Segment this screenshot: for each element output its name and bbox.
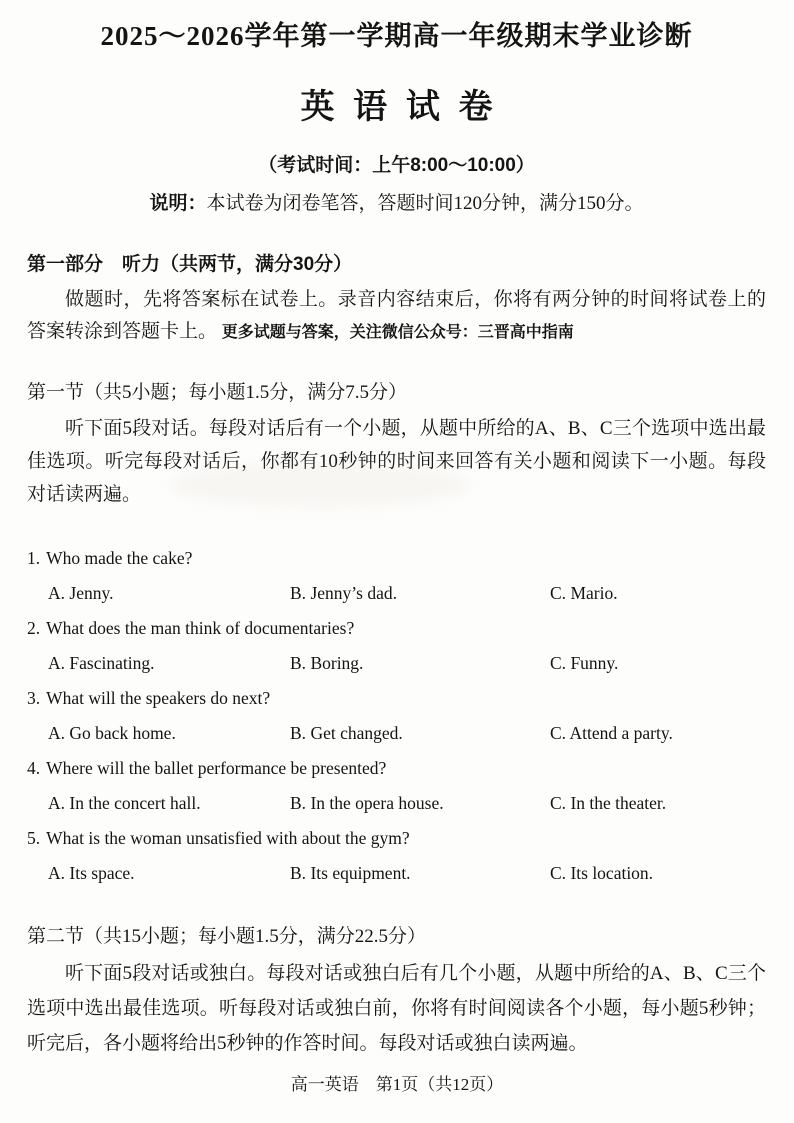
- note-label: 说明：: [149, 193, 207, 214]
- question-number: 3.: [27, 688, 41, 708]
- option-text: Mario.: [570, 583, 618, 603]
- option-label: B.: [290, 793, 307, 813]
- option-b: [290, 650, 550, 685]
- question-number: 4.: [27, 758, 41, 778]
- promo-text: 更多试题与答案，关注微信公众号：三晋高中指南: [221, 324, 574, 341]
- option-b: [290, 790, 550, 825]
- option-text: Go back home.: [69, 723, 176, 743]
- option-label: B.: [290, 723, 307, 743]
- option-label: A.: [48, 653, 66, 673]
- option-text: In the theater.: [570, 793, 667, 813]
- option-label: B.: [290, 863, 307, 883]
- question-3: [27, 685, 766, 755]
- question-stem: Where will the ballet performance be presented?: [46, 758, 387, 778]
- question-5: [27, 825, 766, 895]
- question-1: [27, 545, 766, 615]
- section2-heading: 第二节（共15小题；每小题1.5分，满分22.5分）: [27, 926, 427, 947]
- option-text: Fascinating.: [69, 653, 155, 673]
- option-c: [550, 790, 766, 825]
- section1-instructions: 听下面5段对话。每段对话后有一个小题，从题中所给的A、B、C三个选项中选出最佳选项。听完每段对话后，你都有10秒钟的时间来回答有关小题和阅读下一小题。每段对话读两遍。: [27, 418, 766, 505]
- option-label: A.: [48, 793, 66, 813]
- question-stem: What will the speakers do next?: [46, 688, 271, 708]
- option-label: C.: [550, 653, 567, 673]
- option-text: Its equipment.: [310, 863, 411, 883]
- option-a: [48, 650, 290, 685]
- option-text: Funny.: [570, 653, 619, 673]
- option-label: C.: [550, 583, 567, 603]
- question-stem: What does the man think of documentaries?: [46, 618, 355, 638]
- option-label: C.: [550, 793, 567, 813]
- option-text: Its location.: [570, 863, 654, 883]
- exam-time-line: （考试时间：上午8:00～10:00）: [258, 155, 535, 176]
- question-list: [27, 545, 766, 895]
- option-text: Jenny’s dad.: [310, 583, 397, 603]
- options-row: [27, 790, 766, 825]
- option-a: [48, 860, 290, 895]
- question-text: [27, 685, 766, 720]
- option-text: In the opera house.: [310, 793, 444, 813]
- question-text: [27, 755, 766, 790]
- note-text: 本试卷为闭卷笔答，答题时间120分钟，满分150分。: [206, 193, 644, 214]
- option-b: [290, 580, 550, 615]
- option-text: Get changed.: [310, 723, 403, 743]
- option-c: [550, 580, 766, 615]
- option-b: [290, 720, 550, 755]
- option-label: B.: [290, 653, 307, 673]
- option-label: C.: [550, 723, 567, 743]
- option-b: [290, 860, 550, 895]
- option-a: [48, 720, 290, 755]
- question-number: 2.: [27, 618, 41, 638]
- option-text: Its space.: [69, 863, 135, 883]
- option-label: A.: [48, 863, 66, 883]
- option-a: [48, 790, 290, 825]
- options-row: [27, 720, 766, 755]
- question-stem: What is the woman unsatisfied with about the gym?: [46, 828, 410, 848]
- option-text: Jenny.: [69, 583, 114, 603]
- option-label: C.: [550, 863, 567, 883]
- part1-heading: 第一部分 听力（共两节，满分30分）: [27, 254, 353, 275]
- option-c: [550, 650, 766, 685]
- question-text: [27, 545, 766, 580]
- option-text: In the concert hall.: [69, 793, 201, 813]
- question-number: 1.: [27, 548, 41, 568]
- question-number: 5.: [27, 828, 41, 848]
- option-c: [550, 860, 766, 895]
- option-label: B.: [290, 583, 307, 603]
- section2-instructions: 听下面5段对话或独白。每段对话或独白后有几个小题，从题中所给的A、B、C三个选项中选出最佳选项。听每段对话或独白前，你将有时间阅读各个小题，每小题5秒钟；听完后，各小题将给出5秒钟的作答时间。每段对话或独白读两遍。: [27, 963, 766, 1054]
- exam-title: 2025～2026学年第一学期高一年级期末学业诊断: [100, 21, 693, 51]
- question-2: [27, 615, 766, 685]
- option-label: A.: [48, 723, 66, 743]
- question-text: [27, 825, 766, 860]
- option-text: Boring.: [310, 653, 364, 673]
- question-text: [27, 615, 766, 650]
- part1-instructions: [27, 284, 766, 349]
- options-row: [27, 650, 766, 685]
- question-stem: Who made the cake?: [46, 548, 193, 568]
- exam-note-line: [27, 188, 766, 215]
- section1-heading: 第一节（共5小题；每小题1.5分，满分7.5分）: [27, 382, 408, 403]
- option-a: [48, 580, 290, 615]
- option-c: [550, 720, 766, 755]
- options-row: [27, 580, 766, 615]
- option-label: A.: [48, 583, 66, 603]
- option-text: Attend a party.: [569, 723, 673, 743]
- subject-title: 英语试卷: [300, 89, 512, 126]
- options-row: [27, 860, 766, 895]
- page-footer: 高一英语 第1页（共12页）: [290, 1075, 504, 1094]
- part1-instructions-text: 做题时，先将答案标在试卷上。录音内容结束后，你将有两分钟的时间将试卷上的答案转涂到答题卡上。: [27, 289, 766, 342]
- question-4: [27, 755, 766, 825]
